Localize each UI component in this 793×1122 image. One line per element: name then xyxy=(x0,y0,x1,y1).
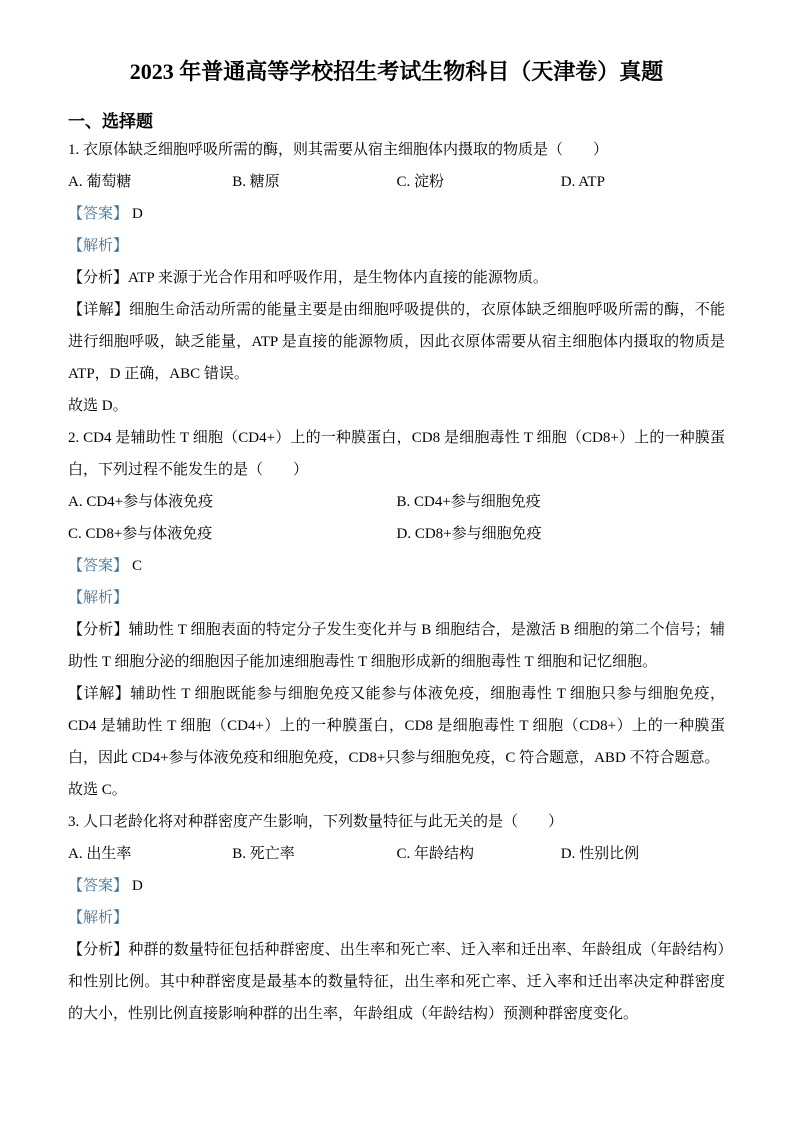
question-block-1 xyxy=(68,134,725,422)
option-d: D. CD8+参与细胞免疫 xyxy=(396,526,542,542)
conclusion-line: 故选 D。 xyxy=(68,398,128,414)
analysis-label: 【分析】 xyxy=(68,622,129,638)
option-a: A. CD4+参与体液免疫 xyxy=(68,494,214,510)
option-c: C. 淀粉 xyxy=(396,174,445,190)
options-row xyxy=(68,838,725,870)
detail-paragraph xyxy=(68,678,725,774)
detail-text: 辅助性 T 细胞既能参与细胞免疫又能参与体液免疫，细胞毒性 T 细胞只参与细胞免疫，CD4 是辅助性 T 细胞（CD4+）上的一种膜蛋白，CD8 是细胞毒性 T 细胞（CD8+）上的一种膜蛋白，因此 CD4+参与体液免疫和细胞免疫，CD8+只参与细胞免疫，C 符合题意，ABD 不符合题意。 xyxy=(68,686,725,766)
option-b: B. 糖原 xyxy=(232,174,280,190)
document-title: 2023 年普通高等学校招生考试生物科目（天津卷）真题 xyxy=(129,59,664,84)
question-block-3 xyxy=(68,806,725,1030)
option-a: A. 葡萄糖 xyxy=(68,174,132,190)
analysis-paragraph xyxy=(68,262,725,294)
section-heading: 一、选择题 xyxy=(68,112,153,131)
conclusion-line: 故选 C。 xyxy=(68,782,127,798)
option-d: D. ATP xyxy=(560,174,605,190)
answer-value: C xyxy=(132,558,143,574)
detail-label: 【详解】 xyxy=(68,686,131,702)
explain-line xyxy=(68,902,725,934)
option-a: A. 出生率 xyxy=(68,846,132,862)
answer-line xyxy=(68,870,725,902)
answer-line xyxy=(68,550,725,582)
analysis-text: 辅助性 T 细胞表面的特定分子发生变化并与 B 细胞结合，是激活 B 细胞的第二个信号；辅助性 T 细胞分泌的细胞因子能加速细胞毒性 T 细胞形成新的细胞毒性 T 细胞和记忆细胞。 xyxy=(68,622,725,670)
explain-label: 【解析】 xyxy=(68,910,129,926)
explain-line xyxy=(68,230,725,262)
analysis-paragraph xyxy=(68,614,725,678)
question-stem: 3. 人口老龄化将对种群密度产生影响，下列数量特征与此无关的是（ ） xyxy=(68,814,564,830)
answer-label: 【答案】 xyxy=(68,206,129,222)
question-stem: 2. CD4 是辅助性 T 细胞（CD4+）上的一种膜蛋白，CD8 是细胞毒性 T 细胞（CD8+）上的一种膜蛋白，下列过程不能发生的是（ ） xyxy=(68,430,725,478)
explain-label: 【解析】 xyxy=(68,238,129,254)
answer-line xyxy=(68,198,725,230)
options-row xyxy=(68,486,725,518)
option-b: B. CD4+参与细胞免疫 xyxy=(396,494,541,510)
answer-value: D xyxy=(132,206,143,222)
explain-line xyxy=(68,582,725,614)
explain-label: 【解析】 xyxy=(68,590,129,606)
detail-paragraph xyxy=(68,294,725,390)
analysis-label: 【分析】 xyxy=(68,270,129,286)
analysis-label: 【分析】 xyxy=(68,942,129,958)
options-row xyxy=(68,518,725,550)
answer-value: D xyxy=(132,878,143,894)
options-row xyxy=(68,166,725,198)
question-block-2 xyxy=(68,422,725,806)
analysis-text: ATP 来源于光合作用和呼吸作用，是生物体内直接的能源物质。 xyxy=(128,270,548,286)
analysis-text: 种群的数量特征包括种群密度、出生率和死亡率、迁入率和迁出率、年龄组成（年龄结构）和性别比例。其中种群密度是最基本的数量特征，出生率和死亡率、迁入率和迁出率决定种群密度的大小，性别比例直接影响种群的出生率，年龄组成（年龄结构）预测种群密度变化。 xyxy=(68,942,725,1022)
option-c: C. 年龄结构 xyxy=(396,846,475,862)
detail-label: 【详解】 xyxy=(68,302,130,318)
option-c: C. CD8+参与体液免疫 xyxy=(68,526,213,542)
answer-label: 【答案】 xyxy=(68,558,129,574)
detail-text: 细胞生命活动所需的能量主要是由细胞呼吸提供的，衣原体缺乏细胞呼吸所需的酶，不能进行细胞呼吸，缺乏能量，ATP 是直接的能源物质，因此衣原体需要从宿主细胞体内摄取的物质是 ATP，D 正确，ABC 错误。 xyxy=(68,302,725,382)
option-d: D. 性别比例 xyxy=(560,846,640,862)
question-stem: 1. 衣原体缺乏细胞呼吸所需的酶，则其需要从宿主细胞体内摄取的物质是（ ） xyxy=(68,142,609,158)
analysis-paragraph xyxy=(68,934,725,1030)
option-b: B. 死亡率 xyxy=(232,846,295,862)
answer-label: 【答案】 xyxy=(68,878,129,894)
